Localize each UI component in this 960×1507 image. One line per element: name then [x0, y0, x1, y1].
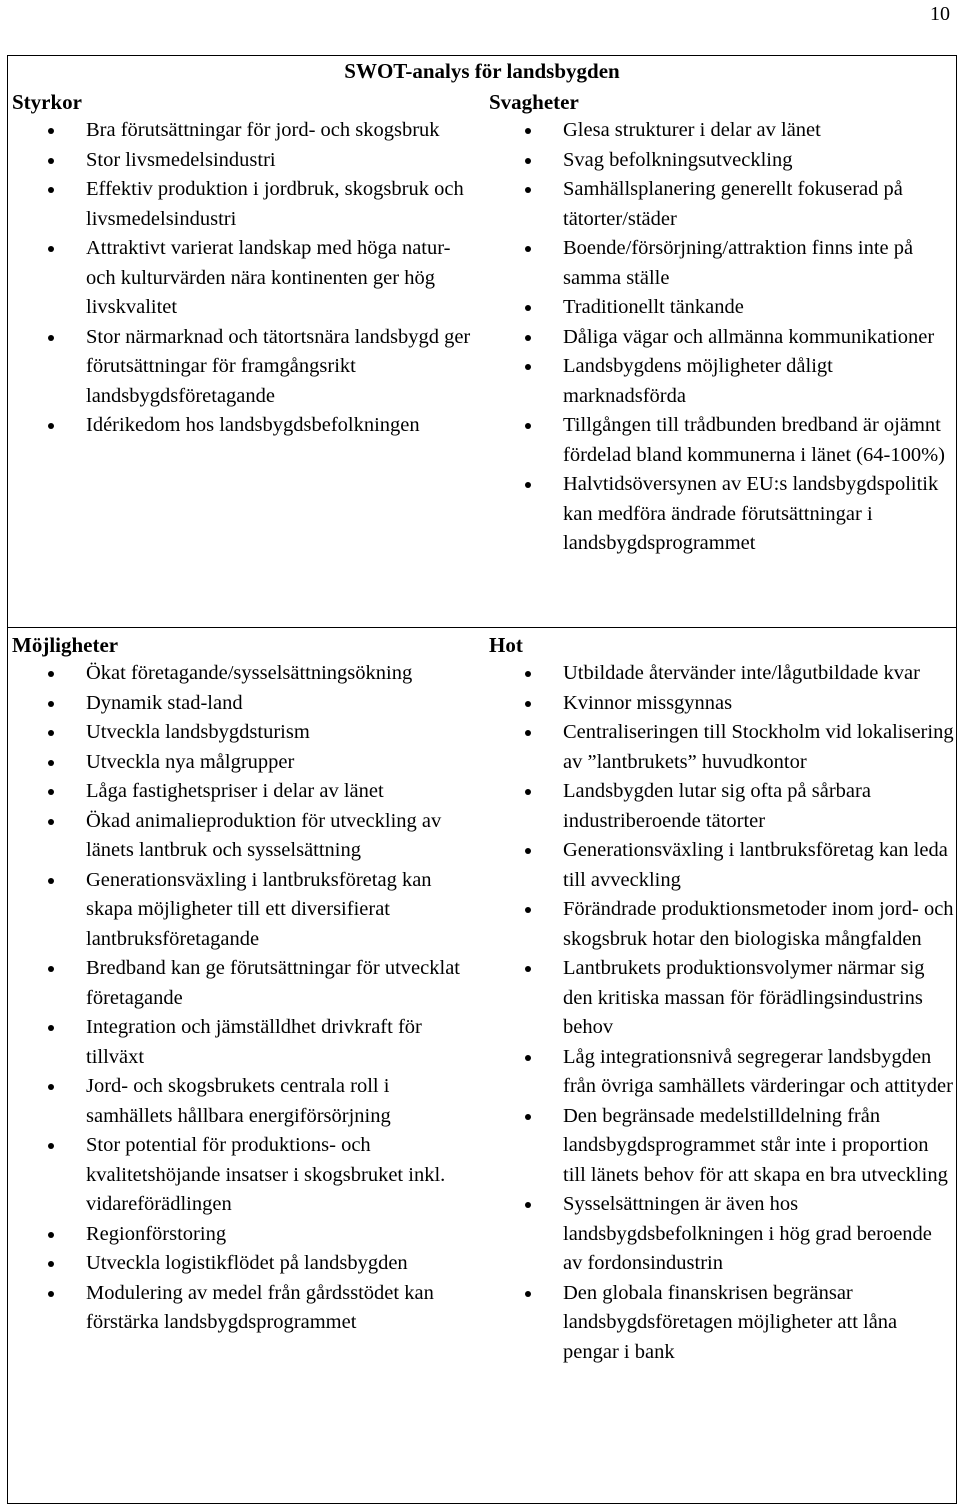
threats-list [489, 659, 955, 1367]
list-item: Generationsväxling i lantbruksföretag kan skapa möjligheter till ett diversifierat lantbruksföretagande [86, 866, 478, 955]
list-item: Ökat företagande/sysselsättningsökning [86, 659, 478, 689]
weaknesses-list [489, 116, 955, 559]
list-item: Halvtidsöversynen av EU:s landsbygdspolitik kan medföra ändrade förutsättningar i landsbygdsprogrammet [563, 470, 955, 559]
list-item: Lantbrukets produktionsvolymer närmar sig den kritiska massan för förädlingsindustrins behov [563, 954, 955, 1043]
list-item: Svag befolkningsutveckling [563, 146, 955, 176]
list-item: Regionförstoring [86, 1220, 478, 1250]
page-number: 10 [930, 3, 950, 25]
strengths-heading: Styrkor [12, 90, 82, 114]
list-item: Attraktivt varierat landskap med höga natur- och kulturvärden nära kontinenten ger hög livskvalitet [86, 234, 478, 323]
list-item: Stor potential för produktions- och kvalitetshöjande insatser i skogsbruket inkl. vidareförädlingen [86, 1131, 478, 1220]
list-item: Utbildade återvänder inte/lågutbildade kvar [563, 659, 955, 689]
strengths-list [12, 116, 478, 441]
list-item: Samhällsplanering generellt fokuserad på tätorter/städer [563, 175, 955, 234]
list-item: Låga fastighetspriser i delar av länet [86, 777, 478, 807]
list-item: Effektiv produktion i jordbruk, skogsbruk och livsmedelsindustri [86, 175, 478, 234]
list-item: Boende/försörjning/attraktion finns inte på samma ställe [563, 234, 955, 293]
list-item: Kvinnor missgynnas [563, 689, 955, 719]
opportunities-list [12, 659, 478, 1338]
opportunities-cell [12, 631, 478, 1338]
table-divider [8, 627, 956, 628]
list-item: Den begränsade medelstilldelning från landsbygdsprogrammet står inte i proportion till länets behov för att skapa en bra utveckling [563, 1102, 955, 1191]
list-item: Låg integrationsnivå segregerar landsbygden från övriga samhällets värderingar och attityder [563, 1043, 955, 1102]
list-item: Idérikedom hos landsbygdsbefolkningen [86, 411, 478, 441]
list-item: Utveckla landsbygdsturism [86, 718, 478, 748]
list-item: Stor närmarknad och tätortsnära landsbygd ger förutsättningar för framgångsrikt landsbygdsföretagande [86, 323, 478, 412]
threats-heading: Hot [489, 633, 523, 657]
list-item: Jord- och skogsbrukets centrala roll i samhällets hållbara energiförsörjning [86, 1072, 478, 1131]
list-item: Bra förutsättningar för jord- och skogsbruk [86, 116, 478, 146]
list-item: Glesa strukturer i delar av länet [563, 116, 955, 146]
weaknesses-cell [489, 88, 955, 559]
list-item: Integration och jämställdhet drivkraft för tillväxt [86, 1013, 478, 1072]
list-item: Ökad animalieproduktion för utveckling av länets lantbruk och sysselsättning [86, 807, 478, 866]
list-item: Utveckla logistikflödet på landsbygden [86, 1249, 478, 1279]
list-item: Landsbygden lutar sig ofta på sårbara industriberoende tätorter [563, 777, 955, 836]
list-item: Stor livsmedelsindustri [86, 146, 478, 176]
list-item: Den globala finanskrisen begränsar landsbygdsföretagen möjligheter att låna pengar i bank [563, 1279, 955, 1368]
list-item: Dynamik stad-land [86, 689, 478, 719]
list-item: Centraliseringen till Stockholm vid lokalisering av ”lantbrukets” huvudkontor [563, 718, 955, 777]
list-item: Modulering av medel från gårdsstödet kan förstärka landsbygdsprogrammet [86, 1279, 478, 1338]
list-item: Utveckla nya målgrupper [86, 748, 478, 778]
threats-cell [489, 631, 955, 1367]
list-item: Sysselsättningen är även hos landsbygdsbefolkningen i hög grad beroende av fordonsindustrin [563, 1190, 955, 1279]
swot-table [7, 55, 957, 1504]
opportunities-heading: Möjligheter [12, 633, 119, 657]
list-item: Dåliga vägar och allmänna kommunikationer [563, 323, 955, 353]
list-item: Generationsväxling i lantbruksföretag kan leda till avveckling [563, 836, 955, 895]
weaknesses-heading: Svagheter [489, 90, 579, 114]
list-item: Traditionellt tänkande [563, 293, 955, 323]
list-item: Förändrade produktionsmetoder inom jord- och skogsbruk hotar den biologiska mångfalden [563, 895, 955, 954]
list-item: Landsbygdens möjligheter dåligt marknadsförda [563, 352, 955, 411]
list-item: Bredband kan ge förutsättningar för utvecklat företagande [86, 954, 478, 1013]
strengths-cell [12, 88, 478, 441]
swot-title: SWOT-analys för landsbygden [344, 59, 620, 83]
list-item: Tillgången till trådbunden bredband är ojämnt fördelad bland kommunerna i länet (64-100%) [563, 411, 955, 470]
